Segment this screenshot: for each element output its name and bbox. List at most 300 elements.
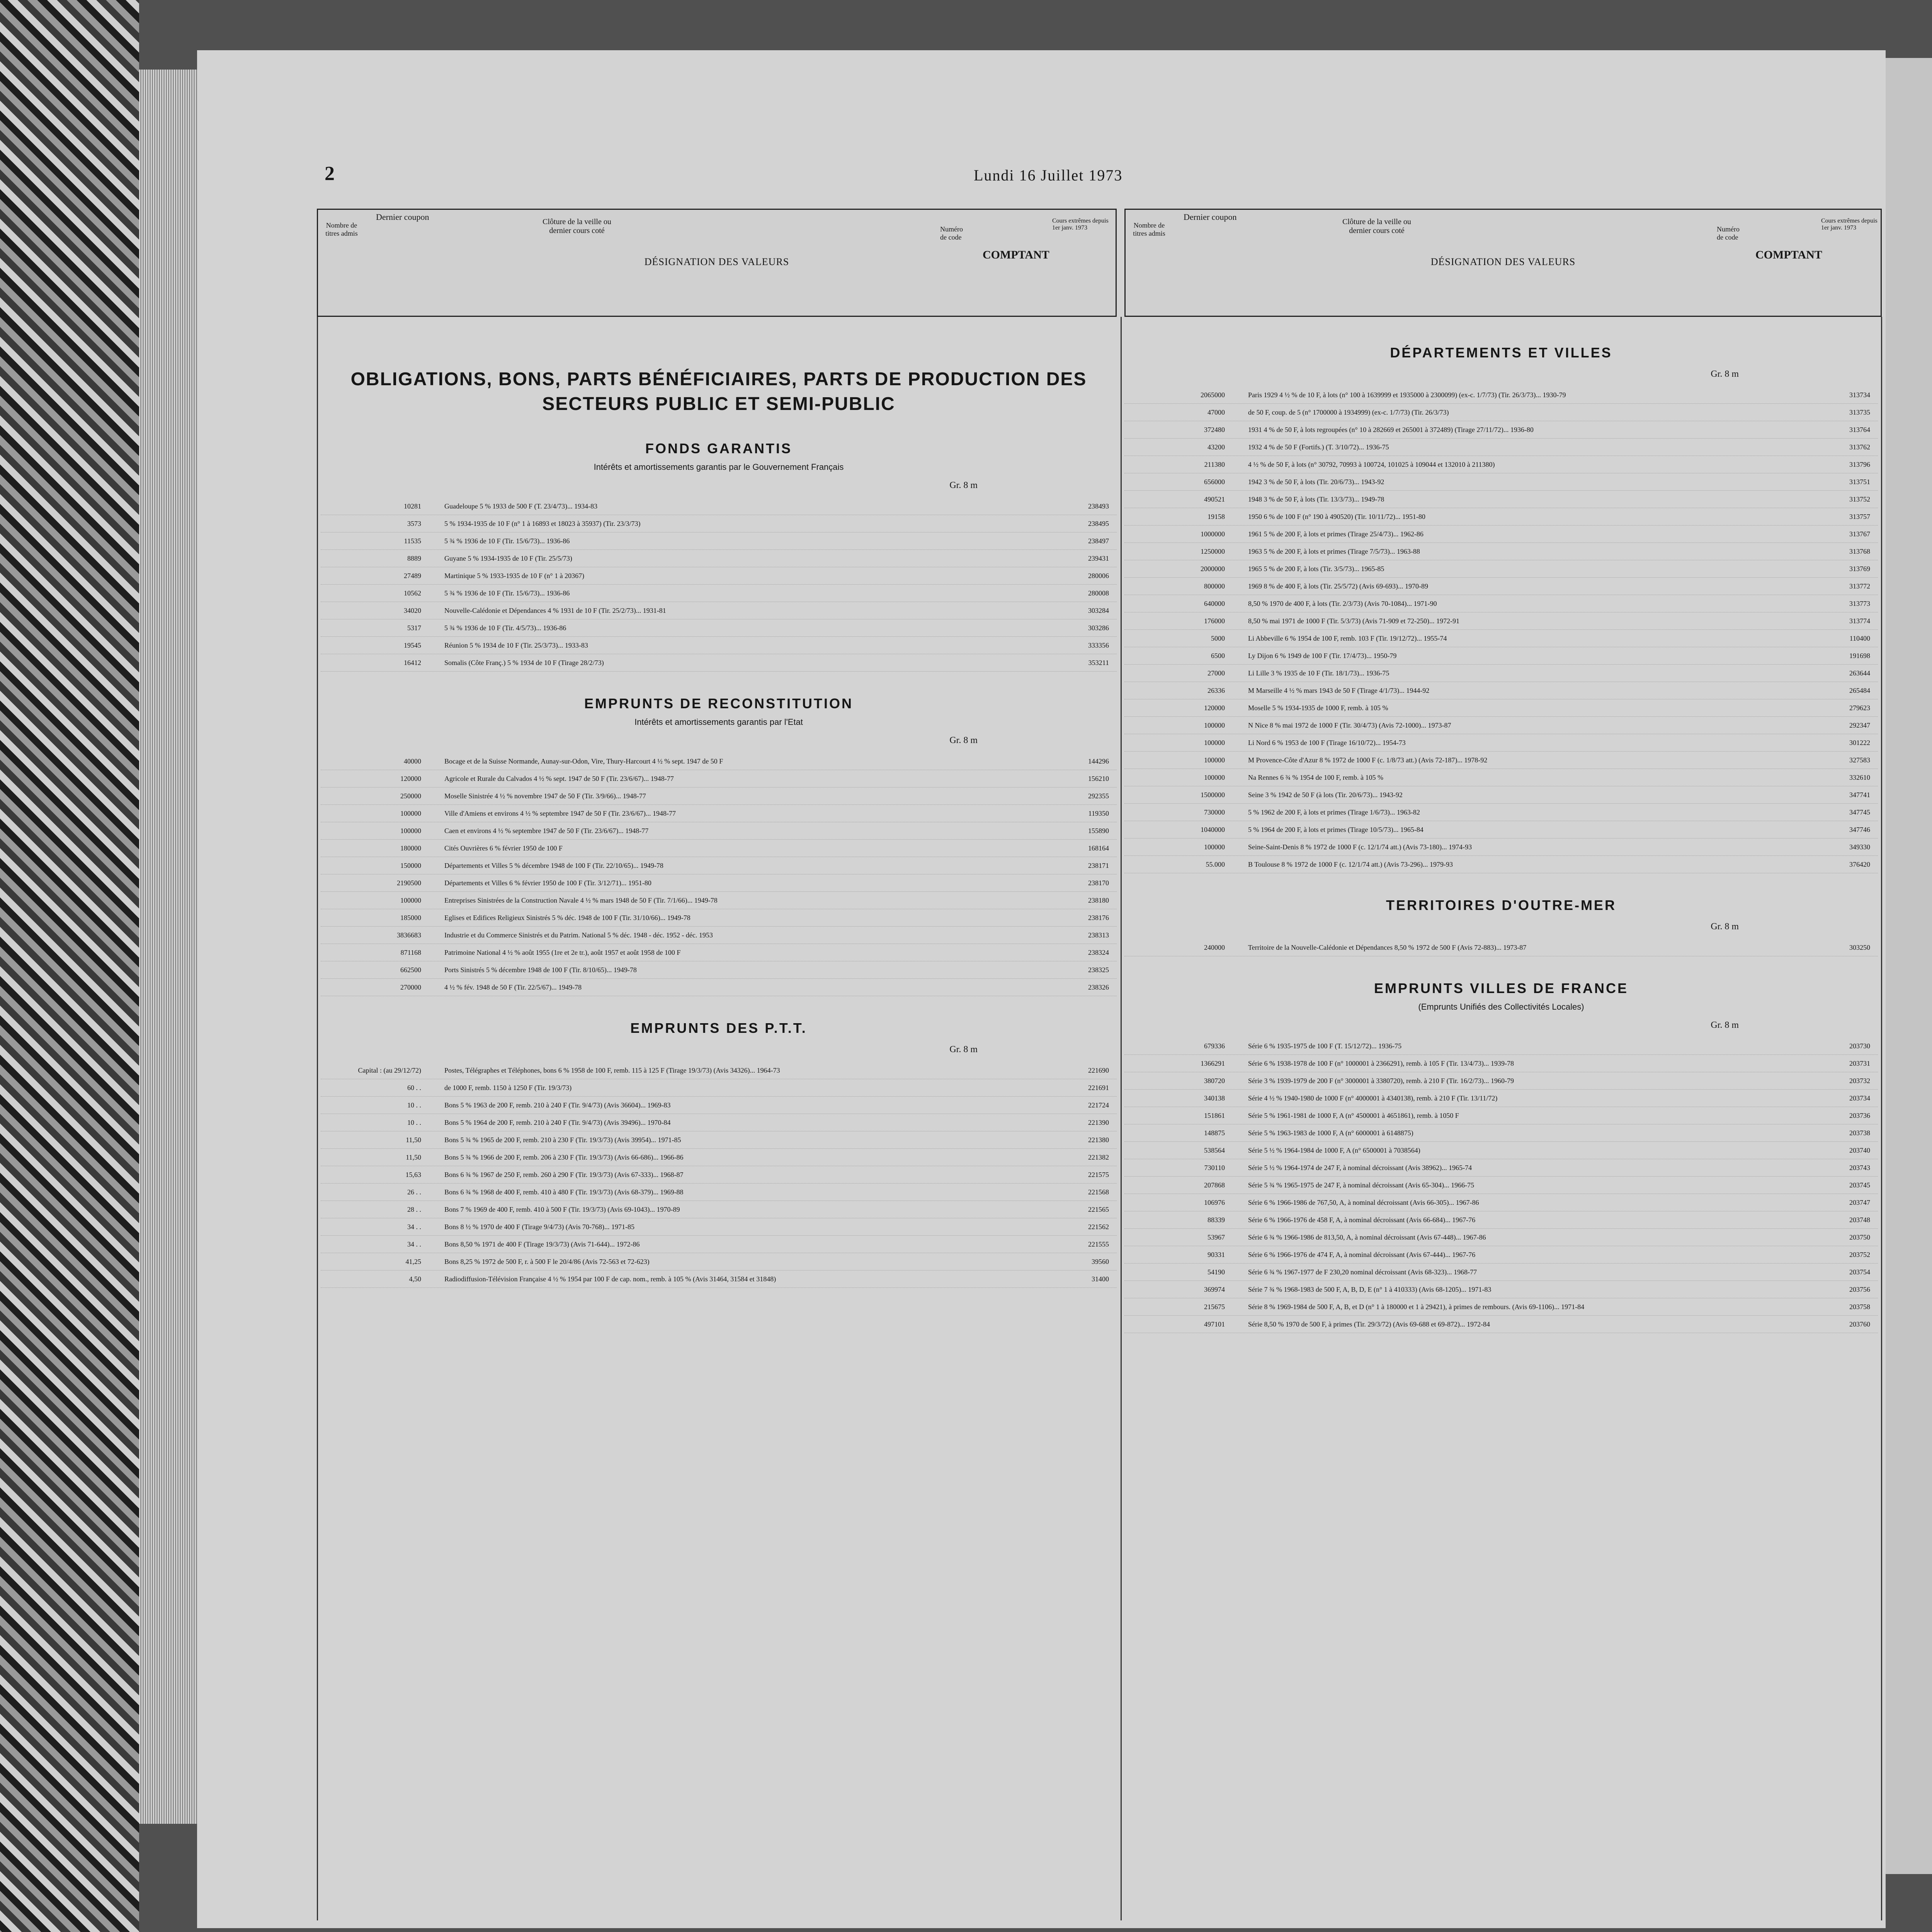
row-designation: Bons 5 % 1963 de 200 F, remb. 210 à 240 F (Tir. 9/4/73) (Avis 36604)... 1969-83 (444, 1101, 671, 1109)
row-designation: N Nice 8 % mai 1972 de 1000 F (Tir. 30/4/73) (Avis 72-1000)... 1973-87 (1248, 721, 1451, 729)
row-admis: 207868 (1204, 1181, 1225, 1189)
row-admis: 1000000 (1201, 530, 1225, 538)
row-admis: Capital : (au 29/12/72) (358, 1066, 421, 1074)
table-row (1124, 456, 1878, 473)
row-code: 239431 (1088, 554, 1109, 562)
row-admis: 11,50 (406, 1153, 421, 1161)
row-designation: Ly Dijon 6 % 1949 de 100 F (Tir. 17/4/73)... 1950-79 (1248, 652, 1397, 660)
row-code: 221691 (1088, 1084, 1109, 1092)
table-row (1124, 1037, 1878, 1055)
row-designation: Série 3 % 1939-1979 de 200 F (n° 3000001 à 3380720), remb. à 210 F (Tir. 16/2/73)... 1960-79 (1248, 1077, 1514, 1085)
row-admis: 340138 (1204, 1094, 1225, 1102)
row-code: 313735 (1849, 408, 1870, 416)
row-designation: Bons 6 ¾ % 1967 de 250 F, remb. 260 à 290 F (Tir. 19/3/73) (Avis 67-333)... 1968-87 (444, 1171, 684, 1179)
row-code: 292355 (1088, 792, 1109, 800)
row-code: 203731 (1849, 1060, 1870, 1067)
table-row (1124, 1316, 1878, 1333)
row-code: 203730 (1849, 1042, 1870, 1050)
row-code: 333356 (1088, 641, 1109, 649)
row-admis: 100000 (1204, 739, 1225, 747)
row-designation: Bons 7 % 1969 de 400 F, remb. 410 à 500 F (Tir. 19/3/73) (Avis 69-1043)... 1970-89 (444, 1206, 680, 1213)
row-admis: 34 . . (407, 1223, 421, 1231)
table-row (1124, 734, 1878, 752)
table-row (321, 892, 1117, 909)
row-designation: Agricole et Rurale du Calvados 4 ½ % sept. 1947 de 50 F (Tir. 23/6/67)... 1948-77 (444, 775, 674, 782)
row-code: 155890 (1088, 827, 1109, 835)
table-row (1124, 699, 1878, 717)
table-row (1124, 1281, 1878, 1298)
left-header-code: Numéro de code (940, 225, 963, 241)
row-designation: Patrimoine National 4 ½ % août 1955 (1re et 2e tr.), août 1957 et août 1958 de 100 F (444, 949, 681, 956)
row-admis: 2065000 (1201, 391, 1225, 399)
column-rule (1881, 317, 1882, 1920)
row-code: 221565 (1088, 1206, 1109, 1213)
row-admis: 8889 (407, 554, 421, 562)
right-sections (1124, 344, 1878, 1333)
section-subtitle: Intérêts et amortissements garantis par l'Etat (634, 717, 803, 727)
table-row (321, 857, 1117, 874)
row-code: 313796 (1849, 461, 1870, 468)
row-admis: 151861 (1204, 1112, 1225, 1119)
row-admis: 100000 (1204, 843, 1225, 851)
row-admis: 106976 (1204, 1199, 1225, 1206)
row-designation: 5 % 1934-1935 de 10 F (n° 1 à 16893 et 18023 à 35937) (Tir. 23/3/73) (444, 520, 641, 527)
row-code: 238497 (1088, 537, 1109, 545)
group-label: Gr. 8 m (949, 1044, 978, 1054)
row-admis: 120000 (1204, 704, 1225, 712)
table-row (321, 979, 1117, 996)
row-admis: 497101 (1204, 1320, 1225, 1328)
table-row (1124, 939, 1878, 956)
row-code: 263644 (1849, 669, 1870, 677)
row-designation: B Toulouse 8 % 1972 de 1000 F (c. 12/1/74 att.) (Avis 73-296)... 1979-93 (1248, 861, 1453, 868)
row-code: 203748 (1849, 1216, 1870, 1224)
row-admis: 185000 (400, 914, 421, 922)
row-designation: Industrie et du Commerce Sinistrés et du Patrim. National 5 % déc. 1948 - déc. 1952 - déc. 1953 (444, 931, 713, 939)
table-row (1124, 1264, 1878, 1281)
row-code: 280006 (1088, 572, 1109, 580)
row-admis: 16412 (404, 659, 421, 667)
row-admis: 26 . . (407, 1188, 421, 1196)
section-title: DÉPARTEMENTS ET VILLES (1390, 345, 1612, 361)
row-code: 301222 (1849, 739, 1870, 747)
row-designation: Radiodiffusion-Télévision Française 4 ½ % 1954 par 100 F de cap. nom., remb. à 105 % (Avis 31464, 31584 et 31848) (444, 1275, 776, 1283)
row-code: 203743 (1849, 1164, 1870, 1172)
table-row (1124, 595, 1878, 612)
table-row (321, 1218, 1117, 1236)
table-row (1124, 1229, 1878, 1246)
table-row (321, 787, 1117, 805)
left-sections (321, 440, 1117, 1288)
right-header-extreme: Cours extrêmes depuis 1er janv. 1973 (1821, 218, 1878, 231)
table-row (321, 961, 1117, 979)
row-code: 238326 (1088, 983, 1109, 991)
table-row (321, 585, 1117, 602)
row-admis: 2000000 (1201, 565, 1225, 573)
row-designation: 5 % 1964 de 200 F, à lots et primes (Tirage 10/5/73)... 1965-84 (1248, 826, 1423, 833)
row-code: 313774 (1849, 617, 1870, 625)
row-admis: 43200 (1208, 443, 1225, 451)
row-code: 353211 (1088, 659, 1109, 667)
table-row (1124, 1159, 1878, 1177)
row-designation: 5 ¾ % 1936 de 10 F (Tir. 4/5/73)... 1936-86 (444, 624, 566, 632)
table-row (1124, 1194, 1878, 1211)
row-admis: 15,63 (405, 1171, 421, 1179)
table-row (321, 1131, 1117, 1149)
section-title: EMPRUNTS DES P.T.T. (630, 1020, 807, 1036)
page-date: Lundi 16 Juillet 1973 (974, 167, 1123, 184)
row-admis: 800000 (1204, 582, 1225, 590)
row-designation: Li Abbeville 6 % 1954 de 100 F, remb. 103 F (Tir. 19/12/72)... 1955-74 (1248, 634, 1447, 642)
row-code: 347745 (1849, 808, 1870, 816)
row-admis: 100000 (400, 896, 421, 904)
row-designation: Série 6 % 1966-1986 de 767,50, A, à nominal décroissant (Avis 66-305)... 1967-86 (1248, 1199, 1479, 1206)
table-row (1124, 404, 1878, 421)
row-designation: Na Rennes 6 ¾ % 1954 de 100 F, remb. à 105 % (1248, 774, 1383, 781)
row-designation: 1932 4 % de 50 F (Fortifs.) (T. 3/10/72)... 1936-75 (1248, 443, 1389, 451)
table-row (321, 550, 1117, 567)
table-row (321, 1149, 1117, 1166)
row-designation: Série 5 ½ % 1964-1984 de 1000 F, A (n° 6500001 à 7038564) (1248, 1146, 1420, 1154)
row-designation: de 1000 F, remb. 1150 à 1250 F (Tir. 19/3/73) (444, 1084, 572, 1092)
table-row (321, 840, 1117, 857)
row-admis: 28 . . (407, 1206, 421, 1213)
row-designation: 1961 5 % de 200 F, à lots et primes (Tirage 25/4/73)... 1962-86 (1248, 530, 1423, 538)
right-header-code: Numéro de code (1717, 225, 1740, 241)
table-row (1124, 647, 1878, 665)
table-row (1124, 665, 1878, 682)
row-code: 221555 (1088, 1240, 1109, 1248)
row-code: 280008 (1088, 589, 1109, 597)
row-admis: 10 . . (407, 1119, 421, 1126)
table-row (321, 1079, 1117, 1097)
row-designation: Série 5 % 1961-1981 de 1000 F, A (n° 4500001 à 4651861), remb. à 1050 F (1248, 1112, 1459, 1119)
table-row (321, 770, 1117, 787)
page-edges (139, 70, 197, 1824)
row-code: 238325 (1088, 966, 1109, 974)
group-label: Gr. 8 m (949, 480, 978, 490)
row-code: 238170 (1088, 879, 1109, 887)
right-column (1124, 321, 1878, 1913)
group-label: Gr. 8 m (1711, 1020, 1739, 1030)
row-designation: Série 5 ½ % 1964-1974 de 247 F, à nominal décroissant (Avis 38962)... 1965-74 (1248, 1164, 1472, 1172)
row-designation: Li Lille 3 % 1935 de 10 F (Tir. 18/1/73)... 1936-75 (1248, 669, 1389, 677)
row-code: 292347 (1849, 721, 1870, 729)
row-code: 221568 (1088, 1188, 1109, 1196)
table-row (321, 602, 1117, 619)
row-designation: Série 8 % 1969-1984 de 500 F, A, B, et D (n° 1 à 180000 et 1 à 29421), à primes de rembours. (Avis 69-1106)... 1971-84 (1248, 1303, 1585, 1311)
table-row (1124, 856, 1878, 873)
row-code: 203738 (1849, 1129, 1870, 1137)
row-admis: 19545 (404, 641, 421, 649)
table-row (1124, 1055, 1878, 1072)
row-designation: Seine 3 % 1942 de 50 F (à lots (Tir. 20/6/73)... 1943-92 (1248, 791, 1403, 799)
row-admis: 1366291 (1201, 1060, 1225, 1067)
row-code: 39560 (1092, 1258, 1109, 1265)
row-code: 313752 (1849, 495, 1870, 503)
table-row (1124, 1142, 1878, 1159)
table-row (321, 909, 1117, 927)
table-row (321, 927, 1117, 944)
table-row (1124, 526, 1878, 543)
table-row (1124, 1211, 1878, 1229)
row-code: 238176 (1088, 914, 1109, 922)
row-admis: 100000 (400, 827, 421, 835)
row-designation: Série 5 % 1963-1983 de 1000 F, A (n° 6000001 à 6148875) (1248, 1129, 1413, 1137)
row-code: 31400 (1092, 1275, 1109, 1283)
table-row (1124, 682, 1878, 699)
row-code: 238171 (1088, 862, 1109, 869)
table-row (1124, 1177, 1878, 1194)
row-designation: Série 6 % 1935-1975 de 100 F (T. 15/12/72)... 1936-75 (1248, 1042, 1402, 1050)
row-admis: 730110 (1204, 1164, 1225, 1172)
row-admis: 871168 (400, 949, 421, 956)
row-code: 313734 (1849, 391, 1870, 399)
table-row (1124, 752, 1878, 769)
left-column-header (317, 209, 1117, 317)
table-row (1124, 1246, 1878, 1264)
row-admis: 11535 (404, 537, 421, 545)
row-designation: Départements et Villes 6 % février 1950 de 100 F (Tir. 3/12/71)... 1951-80 (444, 879, 651, 887)
row-designation: M Provence-Côte d'Azur 8 % 1972 de 1000 F (c. 1/8/73 att.) (Avis 72-187)... 1978-92 (1248, 756, 1488, 764)
row-designation: 1931 4 % de 50 F, à lots regroupées (n° 10 à 282669 et 265001 à 372489) (Tirage 27/11/72)... 1936-80 (1248, 426, 1534, 434)
row-admis: 380720 (1204, 1077, 1225, 1085)
row-admis: 679336 (1204, 1042, 1225, 1050)
row-admis: 369974 (1204, 1286, 1225, 1293)
table-row (1124, 769, 1878, 786)
group-label: Gr. 8 m (1711, 369, 1739, 379)
column-rule (317, 317, 318, 1920)
row-admis: 6500 (1211, 652, 1225, 660)
row-code: 203750 (1849, 1233, 1870, 1241)
row-admis: 372480 (1204, 426, 1225, 434)
row-designation: Moselle Sinistrée 4 ½ % novembre 1947 de 50 F (Tir. 3/9/66)... 1948-77 (444, 792, 646, 800)
row-code: 313757 (1849, 513, 1870, 520)
row-code: 313751 (1849, 478, 1870, 486)
table-row (1124, 821, 1878, 838)
table-row (1124, 1072, 1878, 1090)
row-designation: M Marseille 4 ½ % mars 1943 de 50 F (Tirage 4/1/73)... 1944-92 (1248, 687, 1430, 694)
section-title: FONDS GARANTIS (645, 440, 792, 456)
row-code: 110400 (1849, 634, 1870, 642)
row-designation: Bons 6 ¾ % 1968 de 400 F, remb. 410 à 480 F (Tir. 19/3/73) (Avis 68-379)... 1969-88 (444, 1188, 684, 1196)
group-label: Gr. 8 m (949, 735, 978, 745)
row-code: 347746 (1849, 826, 1870, 833)
table-row (1124, 543, 1878, 560)
table-row (1124, 1090, 1878, 1107)
row-code: 191698 (1849, 652, 1870, 660)
row-admis: 1040000 (1201, 826, 1225, 833)
row-code: 313764 (1849, 426, 1870, 434)
row-code: 303284 (1088, 607, 1109, 614)
row-admis: 19158 (1208, 513, 1225, 520)
table-row (321, 1236, 1117, 1253)
row-designation: de 50 F, coup. de 5 (n° 1700000 à 1934999) (ex-c. 1/7/73) (Tir. 26/3/73) (1248, 408, 1449, 416)
section-title: EMPRUNTS VILLES DE FRANCE (1374, 980, 1629, 996)
table-row (1124, 491, 1878, 508)
row-admis: 2190500 (397, 879, 421, 887)
row-designation: Nouvelle-Calédonie et Dépendances 4 % 1931 de 10 F (Tir. 25/2/73)... 1931-81 (444, 607, 666, 614)
left-header-designation: DÉSIGNATION DES VALEURS (644, 256, 789, 267)
row-admis: 40000 (404, 757, 421, 765)
row-code: 238493 (1088, 502, 1109, 510)
row-designation: Ville d'Amiens et environs 4 ½ % septembre 1947 de 50 F (Tir. 23/6/67)... 1948-77 (444, 810, 676, 817)
row-code: 313769 (1849, 565, 1870, 573)
table-row (1124, 439, 1878, 456)
row-code: 313773 (1849, 600, 1870, 607)
row-code: 221382 (1088, 1153, 1109, 1161)
table-row (321, 822, 1117, 840)
row-designation: Série 6 % 1966-1976 de 474 F, A, à nominal décroissant (Avis 67-444)... 1967-76 (1248, 1251, 1476, 1259)
row-code: 221575 (1088, 1171, 1109, 1179)
row-code: 303286 (1088, 624, 1109, 632)
row-admis: 180000 (400, 844, 421, 852)
row-designation: 5 % 1962 de 200 F, à lots et primes (Tirage 1/6/73)... 1963-82 (1248, 808, 1420, 816)
left-column (321, 321, 1117, 1913)
row-designation: Bons 8,25 % 1972 de 500 F, r. à 500 F le 20/4/86 (Avis 72-563 et 72-623) (444, 1258, 650, 1265)
row-admis: 90331 (1208, 1251, 1225, 1259)
row-code: 313772 (1849, 582, 1870, 590)
row-code: 119350 (1088, 810, 1109, 817)
row-code: 203754 (1849, 1268, 1870, 1276)
left-header-extreme: Cours extrêmes depuis 1er janv. 1973 (1052, 218, 1109, 231)
left-header-numbers: Nombre de titres admis (325, 221, 358, 237)
section-subtitle: Intérêts et amortissements garantis par le Gouvernement Français (594, 462, 844, 472)
main-title: OBLIGATIONS, BONS, PARTS BÉNÉFICIAIRES, PARTS DE PRODUCTION DES SECTEURS PUBLIC ET SEMI-PUBLIC (350, 369, 1087, 414)
row-admis: 34 . . (407, 1240, 421, 1248)
row-code: 313762 (1849, 443, 1870, 451)
table-row (321, 944, 1117, 961)
row-designation: Somalis (Côte Franç.) 5 % 1934 de 10 F (Tirage 28/2/73) (444, 659, 604, 667)
row-admis: 176000 (1204, 617, 1225, 625)
section-title: TERRITOIRES D'OUTRE-MER (1386, 897, 1616, 913)
row-designation: Ports Sinistrés 5 % décembre 1948 de 100 F (Tir. 8/10/65)... 1949-78 (444, 966, 637, 974)
row-code: 327583 (1849, 756, 1870, 764)
row-admis: 640000 (1204, 600, 1225, 607)
table-row (321, 753, 1117, 770)
table-row (321, 619, 1117, 637)
row-code: 279623 (1849, 704, 1870, 712)
row-code: 303250 (1849, 944, 1870, 951)
row-designation: Territoire de la Nouvelle-Calédonie et Dépendances 8,50 % 1972 de 500 F (Avis 72-883)... 1973-87 (1248, 944, 1527, 951)
row-designation: Bons 5 ¾ % 1966 de 200 F, remb. 206 à 230 F (Tir. 19/3/73) (Avis 66-686)... 1966-86 (444, 1153, 684, 1161)
row-admis: 250000 (400, 792, 421, 800)
row-designation: Seine-Saint-Denis 8 % 1972 de 1000 F (c. 12/1/74 att.) (Avis 73-180)... 1974-93 (1248, 843, 1472, 851)
table-row (321, 1270, 1117, 1288)
row-admis: 538564 (1204, 1146, 1225, 1154)
row-designation: Série 6 ¾ % 1967-1977 de F 230,20 nominal décroissant (Avis 68-323)... 1968-77 (1248, 1268, 1477, 1276)
row-designation: Réunion 5 % 1934 de 10 F (Tir. 25/3/73)... 1933-83 (444, 641, 588, 649)
table-row (1124, 560, 1878, 578)
row-admis: 100000 (1204, 756, 1225, 764)
table-row (321, 1097, 1117, 1114)
table-row (1124, 1124, 1878, 1142)
row-designation: Bons 5 ¾ % 1965 de 200 F, remb. 210 à 230 F (Tir. 19/3/73) (Avis 39954)... 1971-85 (444, 1136, 681, 1144)
table-row (1124, 508, 1878, 526)
row-designation: Moselle 5 % 1934-1935 de 1000 F, remb. à 105 % (1248, 704, 1388, 712)
row-admis: 3836683 (397, 931, 421, 939)
table-row (321, 567, 1117, 585)
table-row (321, 874, 1117, 892)
row-designation: Série 4 ½ % 1940-1980 de 1000 F (n° 4000001 à 4340138), remb. à 210 F (Tir. 13/11/72) (1248, 1094, 1498, 1102)
left-header-cash: COMPTANT (983, 248, 1049, 261)
row-code: 238180 (1088, 896, 1109, 904)
row-designation: Postes, Télégraphes et Téléphones, bons 6 % 1958 de 100 F, remb. 115 à 125 F (Tirage 19/3/73) (Avis 34326)... 1964-73 (444, 1066, 780, 1074)
row-admis: 10281 (404, 502, 421, 510)
table-row (1124, 1298, 1878, 1316)
row-admis: 4,50 (409, 1275, 421, 1283)
row-code: 238324 (1088, 949, 1109, 956)
table-row (1124, 421, 1878, 439)
row-code: 221562 (1088, 1223, 1109, 1231)
right-header-closing: Clôture de la veille ou dernier cours coté (1342, 218, 1411, 235)
row-designation: Paris 1929 4 ½ % de 10 F, à lots (n° 100 à 1639999 et 1935000 à 2300099) (ex-c. 1/7/73) (Tir. 26/3/73)... 1930-79 (1248, 391, 1566, 399)
row-code: 144296 (1088, 757, 1109, 765)
row-admis: 3573 (407, 520, 421, 527)
row-admis: 47000 (1208, 408, 1225, 416)
row-code: 203734 (1849, 1094, 1870, 1102)
table-row (1124, 1107, 1878, 1124)
table-row (321, 1166, 1117, 1184)
section-title: EMPRUNTS DE RECONSTITUTION (584, 696, 853, 711)
row-admis: 5000 (1211, 634, 1225, 642)
left-header-closing: Clôture de la veille ou dernier cours coté (543, 218, 611, 235)
table-row (1124, 838, 1878, 856)
table-row (1124, 578, 1878, 595)
right-header-coupon: Dernier coupon (1184, 212, 1237, 222)
row-admis: 5317 (407, 624, 421, 632)
table-row (1124, 786, 1878, 804)
row-admis: 1250000 (1201, 548, 1225, 555)
row-admis: 60 . . (407, 1084, 421, 1092)
row-code: 203740 (1849, 1146, 1870, 1154)
section-subtitle: (Emprunts Unifiés des Collectivités Locales) (1418, 1002, 1584, 1012)
row-designation: Entreprises Sinistrées de la Construction Navale 4 ½ % mars 1948 de 50 F (Tir. 7/1/66)... 1949-78 (444, 896, 718, 904)
table-row (321, 654, 1117, 672)
row-designation: Bons 5 % 1964 de 200 F, remb. 210 à 240 F (Tir. 9/4/73) (Avis 39496)... 1970-84 (444, 1119, 671, 1126)
row-designation: Série 7 ¾ % 1968-1983 de 500 F, A, B, D, E (n° 1 à 410333) (Avis 68-1205)... 1971-83 (1248, 1286, 1492, 1293)
table-row (321, 637, 1117, 654)
row-designation: Série 6 ¾ % 1966-1986 de 813,50, A, à nominal décroissant (Avis 67-448)... 1967-86 (1248, 1233, 1486, 1241)
row-designation: 5 ¾ % 1936 de 10 F (Tir. 15/6/73)... 1936-86 (444, 537, 570, 545)
row-admis: 150000 (400, 862, 421, 869)
table-row (321, 1184, 1117, 1201)
row-admis: 120000 (400, 775, 421, 782)
row-code: 203732 (1849, 1077, 1870, 1085)
left-header-coupon: Dernier coupon (376, 212, 429, 222)
row-admis: 1500000 (1201, 791, 1225, 799)
row-admis: 100000 (1204, 721, 1225, 729)
table-row (321, 805, 1117, 822)
row-admis: 215675 (1204, 1303, 1225, 1311)
row-admis: 27000 (1208, 669, 1225, 677)
row-admis: 11,50 (406, 1136, 421, 1144)
row-code: 332610 (1849, 774, 1870, 781)
row-designation: Bons 8 ½ % 1970 de 400 F (Tirage 9/4/73) (Avis 70-768)... 1971-85 (444, 1223, 634, 1231)
row-designation: Bocage et de la Suisse Normande, Aunay-sur-Odon, Vire, Thury-Harcourt 4 ½ % sept. 1947 de 50 F (444, 757, 723, 765)
document-page (197, 50, 1886, 1928)
row-code: 203758 (1849, 1303, 1870, 1311)
row-designation: Départements et Villes 5 % décembre 1948 de 100 F (Tir. 22/10/65)... 1949-78 (444, 862, 663, 869)
row-designation: Caen et environs 4 ½ % septembre 1947 de 50 F (Tir. 23/6/67)... 1948-77 (444, 827, 649, 835)
row-code: 347741 (1849, 791, 1870, 799)
row-code: 203756 (1849, 1286, 1870, 1293)
row-code: 168164 (1088, 844, 1109, 852)
row-designation: 1965 5 % de 200 F, à lots (Tir. 3/5/73)... 1965-85 (1248, 565, 1384, 573)
row-designation: 1950 6 % de 100 F (n° 190 à 490520) (Tir. 10/11/72)... 1951-80 (1248, 513, 1425, 520)
row-admis: 27489 (404, 572, 421, 580)
table-row (321, 1253, 1117, 1270)
